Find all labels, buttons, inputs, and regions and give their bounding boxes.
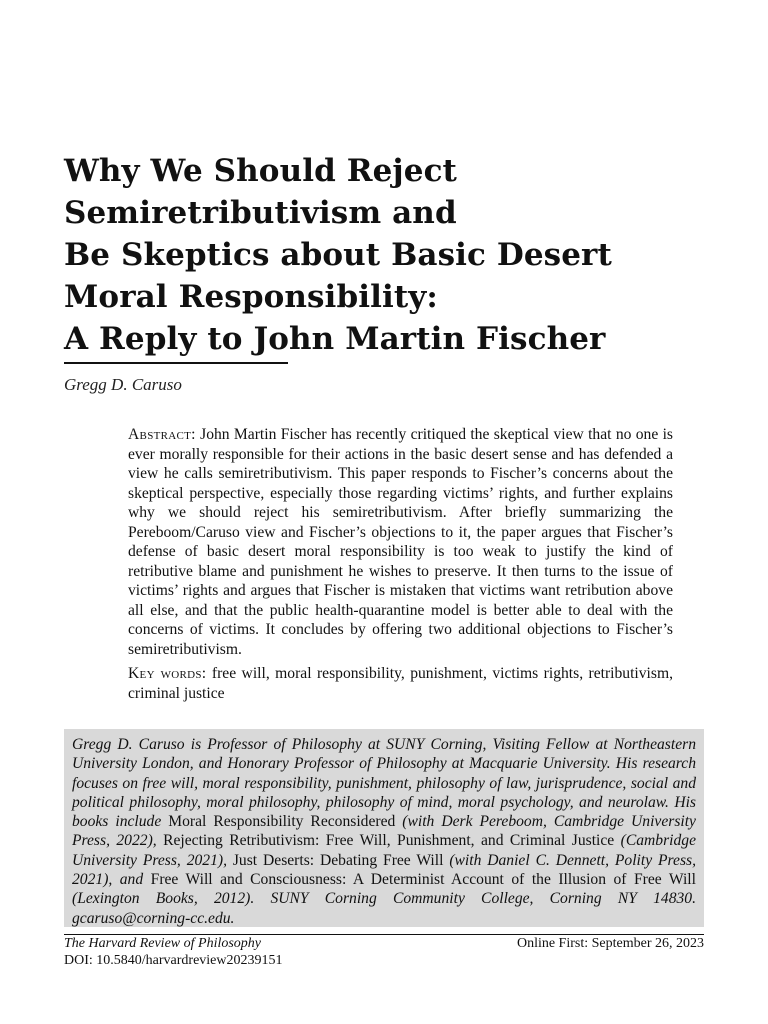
title-line: A Reply to John Martin Fischer: [64, 321, 606, 357]
title-line: Moral Responsibility:: [64, 279, 438, 315]
bio-intro: Gregg D. Caruso is Professor of Philosophy at SUNY Corning, Visiting Fellow at Northeastern University London, and Honorary Professor of Philosophy at Macquarie University. His research focuses on free will, moral responsibility, punishment, philosophy of law, jurisprudence, social and political philosophy, moral philosophy, philosophy of mind, moral psychology, and neurolaw. His books include: [72, 736, 696, 831]
author-address: SUNY Corning Community College, Corning NY 14830. gcaruso@corning-cc.edu.: [72, 890, 696, 927]
abstract-text: John Martin Fischer has recently critiqued the skeptical view that no one is ever morally responsible for their actions in the basic desert sense and has defended a view he calls semiretributivism. This paper responds to Fischer’s concerns about the skeptical perspective, especially those regarding victims’ rights, and further explains why we should reject his semiretributivism. After briefly summarizing the Pereboom/Caruso view and Fischer’s objections to it, the paper argues that Fischer’s defense of basic desert moral responsibility is too weak to justify the kind of retributive blame and punishment he wishes to preserve. It then turns to the issue of victims’ rights and argues that Fischer is mistaken that victims want retribution above all else, and that the public health-quarantine model is better able to deal with the concerns of victims. It concludes by offering two additional objections to Fischer’s semiretributivism.: [128, 426, 673, 658]
book-publisher: (with Daniel C. Dennett, Polity Press, 2021), and: [72, 851, 696, 889]
book-title: Moral Responsibility Reconsidered: [168, 813, 396, 831]
book-title: Free Will and Consciousness: A Determinist Account of the Illusion of Free Will: [150, 871, 696, 889]
footer-rule: [64, 934, 704, 935]
journal-name: The Harvard Review of Philosophy: [64, 936, 262, 951]
abstract-block: [128, 425, 673, 708]
book-title: Rejecting Retributivism: Free Will, Punishment, and Criminal Justice: [163, 832, 615, 850]
title-underline: [64, 362, 288, 364]
title-line: Why We Should Reject: [64, 153, 457, 189]
author-name: Gregg D. Caruso: [64, 375, 182, 394]
keywords-label: Key words:: [128, 665, 207, 682]
title-line: Be Skeptics about Basic Desert: [64, 237, 612, 273]
keywords-text: free will, moral responsibility, punishment, victims rights, retributivism, criminal justice: [128, 665, 673, 702]
article-title: [64, 150, 704, 360]
abstract-label: Abstract:: [128, 426, 196, 443]
doi: DOI: 10.5840/harvardreview20239151: [64, 953, 283, 968]
book-publisher: (Lexington Books, 2012).: [72, 890, 255, 908]
keywords-paragraph: [128, 664, 673, 703]
online-first-date: Online First: September 26, 2023: [516, 936, 704, 951]
book-publisher: (Cambridge University Press, 2021),: [72, 832, 696, 869]
author-bio-box: [64, 729, 704, 927]
abstract-paragraph: [128, 425, 673, 659]
title-line: Semiretributivism and: [64, 195, 457, 231]
book-title: Just Deserts: Debating Free Will: [232, 851, 444, 869]
book-publisher: (with Derk Pereboom, Cambridge University Press, 2022),: [72, 813, 696, 850]
